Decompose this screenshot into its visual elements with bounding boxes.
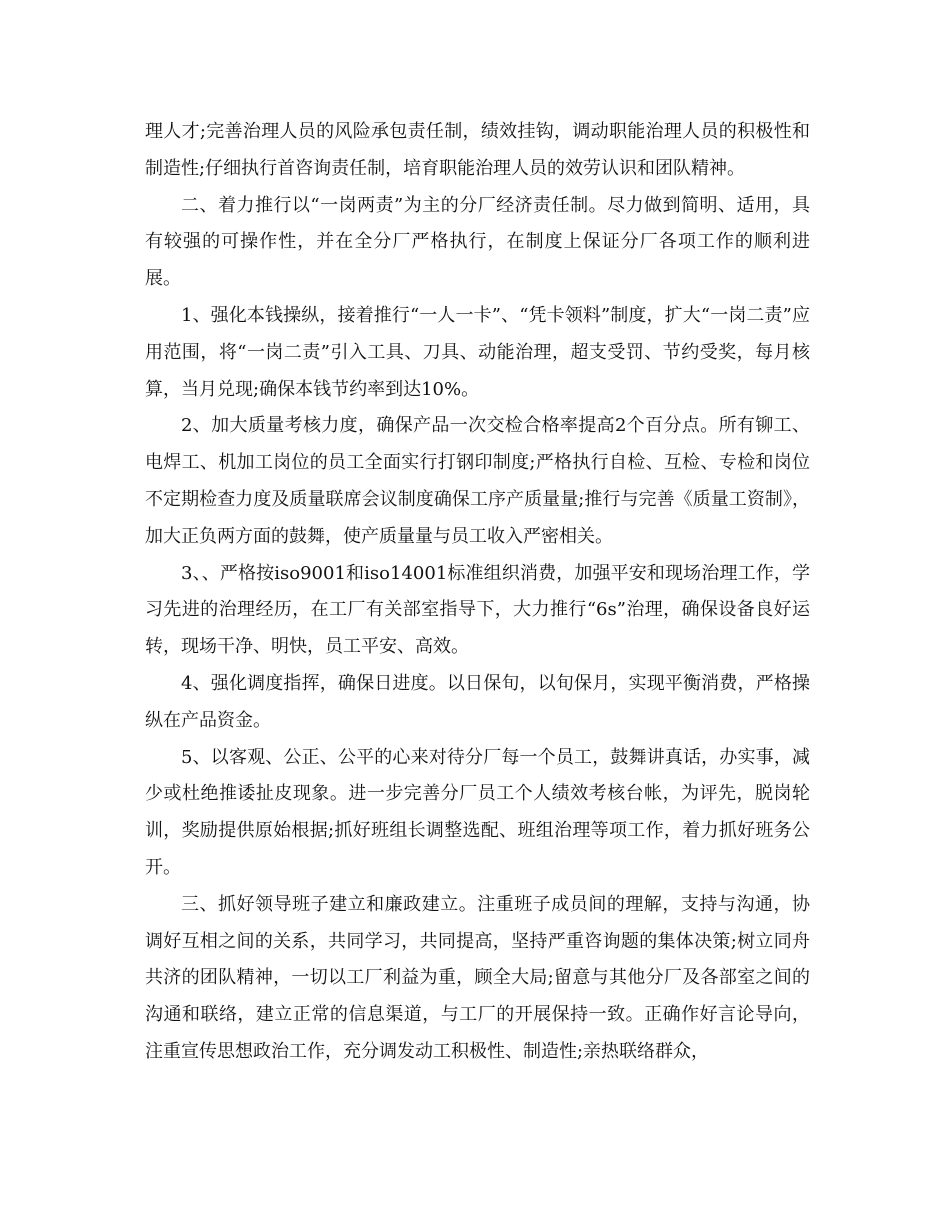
section-heading-three: 三、抓好领导班子建立和廉政建立。注重班子成员间的理解，支持与沟通，协调好互相之间的关系，共同学习，共同提高，坚持严重咨询题的集体决策;树立同舟共济的团队精神，一切以工厂利益为重，顾全大局;留意与其他分厂及各部室之间的沟通和联络，建立正常的信息渠道，与工厂的开展保持一致。正确作好言论导向，注重宣传思想政治工作，充分调发动工积极性、制造性;亲热联络群众， [145, 893, 810, 1062]
item-four-dispatch-command: 4、强化调度指挥，确保日进度。以日保旬，以旬保月，实现平衡消费，严格操纵在产品资金。 [145, 672, 810, 731]
section-heading-two: 二、着力推行以“一岗两责”为主的分厂经济责任制。尽力做到简明、适用，具有较强的可操作性，并在全分厂严格执行，在制度上保证分厂各项工作的顺利进展。 [145, 194, 810, 290]
item-two-quality-assessment: 2、加大质量考核力度，确保产品一次交检合格率提高2个百分点。所有铆工、电焊工、机加工岗位的员工全面实行打钢印制度;严格执行自检、互检、专检和岗位不定期检查力度及质量联席会议制度确保工序产质量量;推行与完善《质量工资制》，加大正负两方面的鼓舞，使产质量量与员工收入严密相关。 [145, 415, 810, 547]
document-body [145, 114, 810, 1071]
item-one-cost-control: 1、强化本钱操纵，接着推行“一人一卡”、“凭卡领料”制度，扩大“一岗二责”应用范围，将“一岗二责”引入工具、刀具、动能治理，超支受罚、节约受奖，每月核算，当月兑现;确保本钱节约率到达10%。 [145, 304, 810, 400]
item-five-staff-fairness: 5、以客观、公正、公平的心来对待分厂每一个员工，鼓舞讲真话，办实事，减少或杜绝推诿扯皮现象。进一步完善分厂员工个人绩效考核台帐，为评先，脱岗轮训，奖励提供原始根据;抓好班组长调整选配、班组治理等项工作，着力抓好班务公开。 [145, 746, 810, 878]
item-three-standards-management: 3、、严格按iso9001和iso14001标准组织消费，加强平安和现场治理工作，学习先进的治理经历，在工厂有关部室指导下，大力推行“6s”治理，确保设备良好运转，现场干净、明快，员工平安、高效。 [145, 562, 810, 658]
paragraph-continuation: 理人才;完善治理人员的风险承包责任制，绩效挂钩，调动职能治理人员的积极性和制造性;仔细执行首咨询责任制，培育职能治理人员的效劳认识和团队精神。 [145, 121, 810, 179]
